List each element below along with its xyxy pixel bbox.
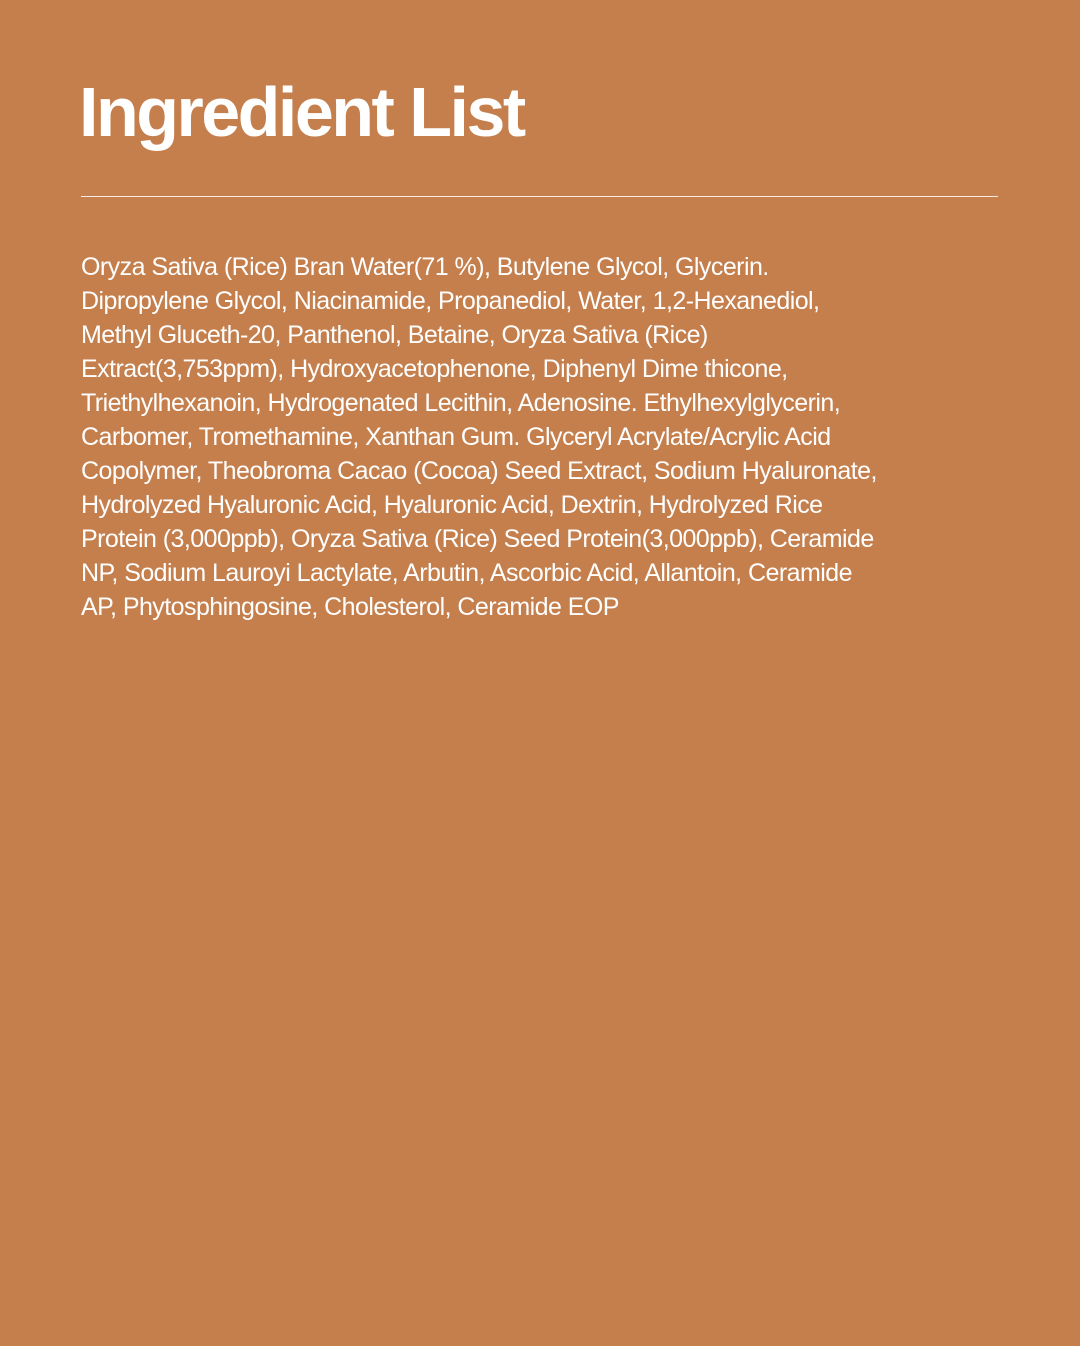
ingredient-line: Copolymer, Theobroma Cacao (Cocoa) Seed Extract, Sodium Hyaluronate, bbox=[81, 457, 877, 485]
ingredient-line: Oryza Sativa (Rice) Bran Water(71 %), Butylene Glycol, Glycerin. bbox=[81, 253, 769, 281]
page-title: Ingredient List bbox=[79, 73, 524, 151]
ingredient-line: NP, Sodium Lauroyi Lactylate, Arbutin, Ascorbic Acid, Allantoin, Ceramide bbox=[81, 559, 852, 587]
ingredient-line: Extract(3,753ppm), Hydroxyacetophenone, Diphenyl Dime thicone, bbox=[81, 355, 788, 383]
ingredient-line: AP, Phytosphingosine, Cholesterol, Ceramide EOP bbox=[81, 593, 619, 621]
ingredient-line: Protein (3,000ppb), Oryza Sativa (Rice) Seed Protein(3,000ppb), Ceramide bbox=[81, 525, 874, 553]
ingredient-line: Carbomer, Tromethamine, Xanthan Gum. Glyceryl Acrylate/Acrylic Acid bbox=[81, 423, 831, 451]
ingredient-line: Dipropylene Glycol, Niacinamide, Propanediol, Water, 1,2-Hexanediol, bbox=[81, 287, 820, 315]
ingredient-line: Hydrolyzed Hyaluronic Acid, Hyaluronic Acid, Dextrin, Hydrolyzed Rice bbox=[81, 491, 823, 519]
ingredient-text bbox=[81, 250, 998, 624]
title-divider bbox=[81, 196, 998, 197]
ingredient-line: Methyl Gluceth-20, Panthenol, Betaine, Oryza Sativa (Rice) bbox=[81, 321, 708, 349]
ingredient-line: Triethylhexanoin, Hydrogenated Lecithin, Adenosine. Ethylhexylglycerin, bbox=[81, 389, 841, 417]
